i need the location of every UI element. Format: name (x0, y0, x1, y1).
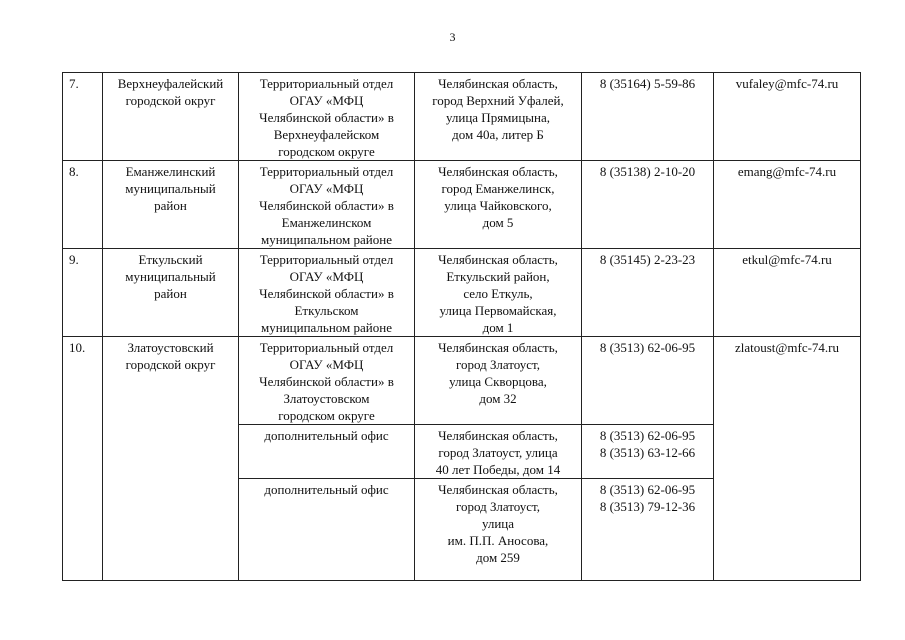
office-address-line: город Еманжелинск, (441, 181, 555, 196)
office-address-line: дом 5 (482, 215, 514, 230)
row-number: 7. (63, 73, 103, 161)
office-address (415, 425, 582, 479)
office-address-line: улица Прямицына, (445, 110, 551, 125)
office-name (239, 73, 415, 161)
office-address-line: Челябинская область, (438, 340, 558, 355)
office-phone (582, 161, 714, 249)
office-phone (582, 337, 714, 425)
office-address (415, 479, 582, 581)
office-address-line: Челябинская область, (438, 164, 558, 179)
office-address-line: им. П.П. Аносова, (447, 533, 549, 548)
office-name-line: Златоустовском (283, 391, 370, 406)
office-name-line: городском округе (278, 144, 375, 159)
office-name-line: муниципальном районе (261, 320, 392, 335)
mfc-offices-table (62, 72, 861, 581)
office-name-line: Территориальный отдел (259, 164, 394, 179)
office-phone (582, 249, 714, 337)
office-address-line: Челябинская область, (438, 482, 558, 497)
page-number: 3 (449, 30, 456, 44)
district-name-line: городской округ (125, 93, 216, 108)
table-row (63, 161, 861, 249)
office-address-line: улица Чайковского, (444, 198, 552, 213)
table-row (63, 337, 861, 425)
office-name-line: ОГАУ «МФЦ (289, 181, 364, 196)
office-name (239, 337, 415, 425)
office-phone (582, 73, 714, 161)
office-name-line: Челябинской области» в (259, 286, 394, 301)
district-name-line: Верхнеуфалейский (117, 76, 224, 91)
district-name-line: городской округ (125, 357, 216, 372)
office-name-line: муниципальном районе (261, 232, 392, 247)
office-address-line: село Еткуль, (463, 286, 533, 301)
office-name (239, 425, 415, 479)
office-phone (582, 425, 714, 479)
district-name (103, 73, 239, 161)
office-address-line: Челябинская область, (438, 76, 558, 91)
district-name-line: муниципальный (125, 269, 216, 284)
office-name-line: Территориальный отдел (259, 252, 394, 267)
office-name-line: Территориальный отдел (259, 340, 394, 355)
row-number: 8. (63, 161, 103, 249)
office-name (239, 161, 415, 249)
office-phone-line: 8 (3513) 62-06-95 (599, 340, 696, 355)
office-phone-line: 8 (3513) 63-12-66 (599, 445, 696, 460)
office-address-line: Еткульский район, (446, 269, 550, 284)
office-email: vufaley@mfc-74.ru (714, 73, 861, 161)
row-number: 10. (63, 337, 103, 581)
office-name-line: Еманжелинском (281, 215, 372, 230)
office-address (415, 337, 582, 425)
table-row (63, 73, 861, 161)
office-address (415, 249, 582, 337)
office-address-line: улица Скворцова, (449, 374, 547, 389)
district-name-line: Еманжелинский (125, 164, 216, 179)
office-phone-line: 8 (3513) 62-06-95 (599, 428, 696, 443)
office-phone (582, 479, 714, 581)
office-name-line: Верхнеуфалейском (273, 127, 380, 142)
office-address-line: улица Первомайская, (439, 303, 557, 318)
office-name-line: Челябинской области» в (259, 198, 394, 213)
office-phone-line: 8 (3513) 62-06-95 (599, 482, 696, 497)
office-address-line: город Златоуст, улица (438, 445, 558, 460)
district-name-line: Еткульский (138, 252, 203, 267)
office-phone-line: 8 (3513) 79-12-36 (599, 499, 696, 514)
district-name-line: район (154, 286, 187, 301)
office-address-line: улица (481, 516, 515, 531)
office-address-line: Челябинская область, (438, 428, 558, 443)
office-address-line: дом 259 (476, 550, 520, 565)
office-name-line: Еткульском (294, 303, 359, 318)
district-name (103, 337, 239, 581)
office-address-line: дом 1 (482, 320, 514, 335)
office-name-line: Челябинской области» в (259, 110, 394, 125)
office-email: etkul@mfc-74.ru (714, 249, 861, 337)
office-name-line: Территориальный отдел (259, 76, 394, 91)
office-name (239, 249, 415, 337)
office-name-line: городском округе (278, 408, 375, 423)
office-address-line: дом 32 (479, 391, 517, 406)
office-address-line: город Верхний Уфалей, (432, 93, 564, 108)
office-address-line: дом 40а, литер Б (452, 127, 544, 142)
office-name-line: ОГАУ «МФЦ (289, 357, 364, 372)
office-phone-line: 8 (35138) 2-10-20 (599, 164, 696, 179)
office-name-line: ОГАУ «МФЦ (289, 93, 364, 108)
office-name (239, 479, 415, 581)
table-row (63, 249, 861, 337)
office-email: zlatoust@mfc-74.ru (714, 337, 861, 581)
office-phone-line: 8 (35145) 2-23-23 (599, 252, 696, 267)
office-address-line: город Златоуст, (456, 499, 540, 514)
office-address-line: Челябинская область, (438, 252, 558, 267)
office-email: emang@mfc-74.ru (714, 161, 861, 249)
office-address-line: город Златоуст, (456, 357, 540, 372)
office-name-line: Челябинской области» в (259, 374, 394, 389)
district-name-line: Златоустовский (127, 340, 214, 355)
district-name (103, 249, 239, 337)
district-name-line: район (154, 198, 187, 213)
office-address-line: 40 лет Победы, дом 14 (435, 462, 561, 477)
office-name-line: дополнительный офис (264, 428, 389, 443)
office-name-line: ОГАУ «МФЦ (289, 269, 364, 284)
district-name (103, 161, 239, 249)
office-name-line: дополнительный офис (264, 482, 389, 497)
row-number: 9. (63, 249, 103, 337)
office-phone-line: 8 (35164) 5-59-86 (599, 76, 696, 91)
district-name-line: муниципальный (125, 181, 216, 196)
office-address (415, 73, 582, 161)
office-address (415, 161, 582, 249)
